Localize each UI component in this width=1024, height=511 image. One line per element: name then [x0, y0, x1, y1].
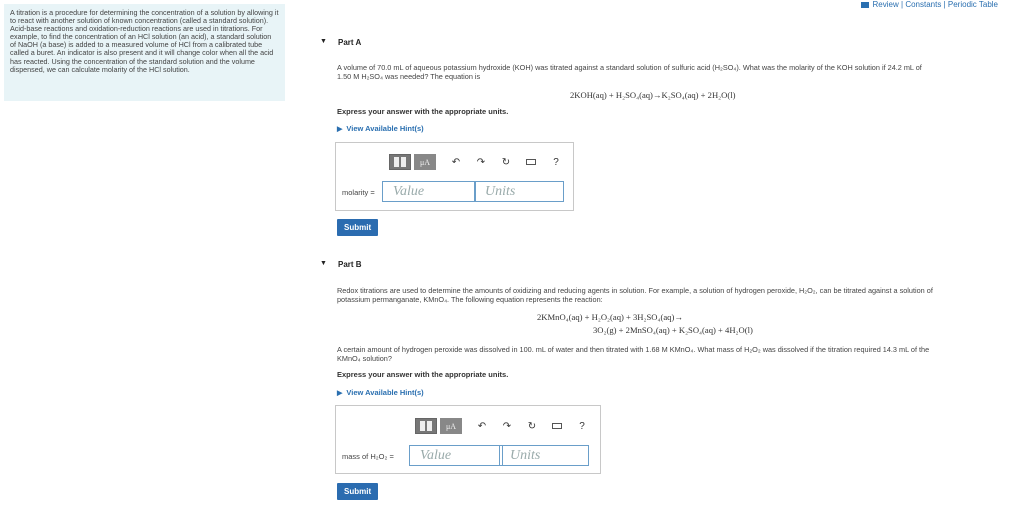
part-a-submit-button[interactable]: Submit	[337, 219, 378, 236]
reset-icon[interactable]: ↻	[501, 156, 511, 168]
part-b-hints-link[interactable]	[337, 388, 424, 397]
part-a-hints-link[interactable]	[337, 124, 424, 133]
part-a-value-field[interactable]: Value	[382, 181, 476, 202]
units-symbol-icon[interactable]: μA	[414, 154, 436, 170]
hints-arrow-icon: ▶	[337, 390, 343, 397]
reset-icon[interactable]: ↻	[527, 420, 537, 432]
templates-icon[interactable]	[389, 154, 411, 170]
part-a-toolbar	[389, 153, 561, 171]
part-a-instruction: Express your answer with the appropriate units.	[337, 107, 509, 116]
part-a-question-line1: A volume of 70.0 mL of aqueous potassium hydroxide (KOH) was titrated against a standard solution of sulfuric acid (H₂SO₄). What was the molarity of the KOH solution if 24.2 mL of	[337, 63, 922, 72]
top-nav	[861, 0, 998, 9]
intro-panel	[4, 4, 285, 101]
part-b-value-field[interactable]: Value	[409, 445, 503, 466]
help-icon[interactable]: ?	[553, 156, 559, 168]
part-b-question-line1: A certain amount of hydrogen peroxide was dissolved in 100. mL of water and then titrated with 1.68 M KMnO₄. What mass of H₂O₂ was dissolved if the titration required 14.3 mL of the	[337, 345, 930, 354]
units-symbol-icon[interactable]: μA	[440, 418, 462, 434]
keyboard-icon[interactable]	[552, 423, 562, 429]
constants-link[interactable]: Constants	[905, 0, 942, 9]
part-a-equation: 2KOH(aq) + H₂SO₄(aq)→K₂SO₄(aq) + 2H₂O(l)	[570, 90, 736, 100]
keyboard-icon[interactable]	[526, 159, 536, 165]
part-b-answer-label: mass of H₂O₂ =	[342, 452, 394, 461]
review-icon	[861, 2, 869, 8]
intro-text: A titration is a procedure for determining the concentration of a solution by allowing it to react with another solution of known concentration (called a standard solution). Acid-base reactions and oxidation-reduction reactions are used in titrations. For example, to find the concentration of an HCl solution (an acid), a standard solution of NaOH (a base) is added to a measured volume of HCl from a calibrated tube called a buret. An indicator is also present and it will change color when all the acid has reacted. Using the concentration of the standard solution and the volume dispensed, we can calculate molarity of the HCl solution.	[10, 8, 279, 74]
hints-arrow-icon: ▶	[337, 126, 343, 133]
undo-icon[interactable]: ↶	[451, 156, 461, 168]
part-b-units-field[interactable]: Units	[499, 445, 589, 466]
part-a-title: Part A	[338, 38, 362, 47]
review-link[interactable]: Review	[872, 0, 899, 9]
undo-icon[interactable]: ↶	[477, 420, 487, 432]
part-a-answer-label: molarity =	[342, 188, 375, 197]
help-icon[interactable]: ?	[579, 420, 585, 432]
part-a-question-line2: 1.50 M H₂SO₄ was needed? The equation is	[337, 72, 481, 81]
part-b-submit-button[interactable]: Submit	[337, 483, 378, 500]
collapse-part-a-icon[interactable]: ▼	[320, 38, 327, 45]
collapse-part-b-icon[interactable]: ▼	[320, 260, 327, 267]
part-b-intro-line1: Redox titrations are used to determine the amounts of oxidizing and reducing agents in solution. For example, a solution of hydrogen peroxide, H₂O₂, can be titrated against a solution of	[337, 286, 933, 295]
part-b-instruction: Express your answer with the appropriate units.	[337, 370, 509, 379]
part-b-title: Part B	[338, 260, 362, 269]
nav-separator: |	[901, 0, 904, 9]
part-a-hints-label: View Available Hint(s)	[346, 124, 424, 133]
part-b-equation-line2: 3O₂(g) + 2MnSO₄(aq) + K₂SO₄(aq) + 4H₂O(l)	[593, 325, 753, 335]
part-b-hints-label: View Available Hint(s)	[346, 388, 424, 397]
templates-icon[interactable]	[415, 418, 437, 434]
part-b-toolbar	[415, 417, 587, 435]
periodic-table-link[interactable]: Periodic Table	[947, 0, 998, 9]
redo-icon[interactable]: ↷	[502, 420, 512, 432]
redo-icon[interactable]: ↷	[476, 156, 486, 168]
part-b-question-line2: KMnO₄ solution?	[337, 354, 392, 363]
part-a-units-field[interactable]: Units	[474, 181, 564, 202]
nav-separator: |	[943, 0, 946, 9]
part-b-equation-line1: 2KMnO₄(aq) + H₂O₂(aq) + 3H₂SO₄(aq)→	[537, 312, 683, 322]
part-b-intro-line2: potassium permanganate, KMnO₄. The following equation represents the reaction:	[337, 295, 603, 304]
